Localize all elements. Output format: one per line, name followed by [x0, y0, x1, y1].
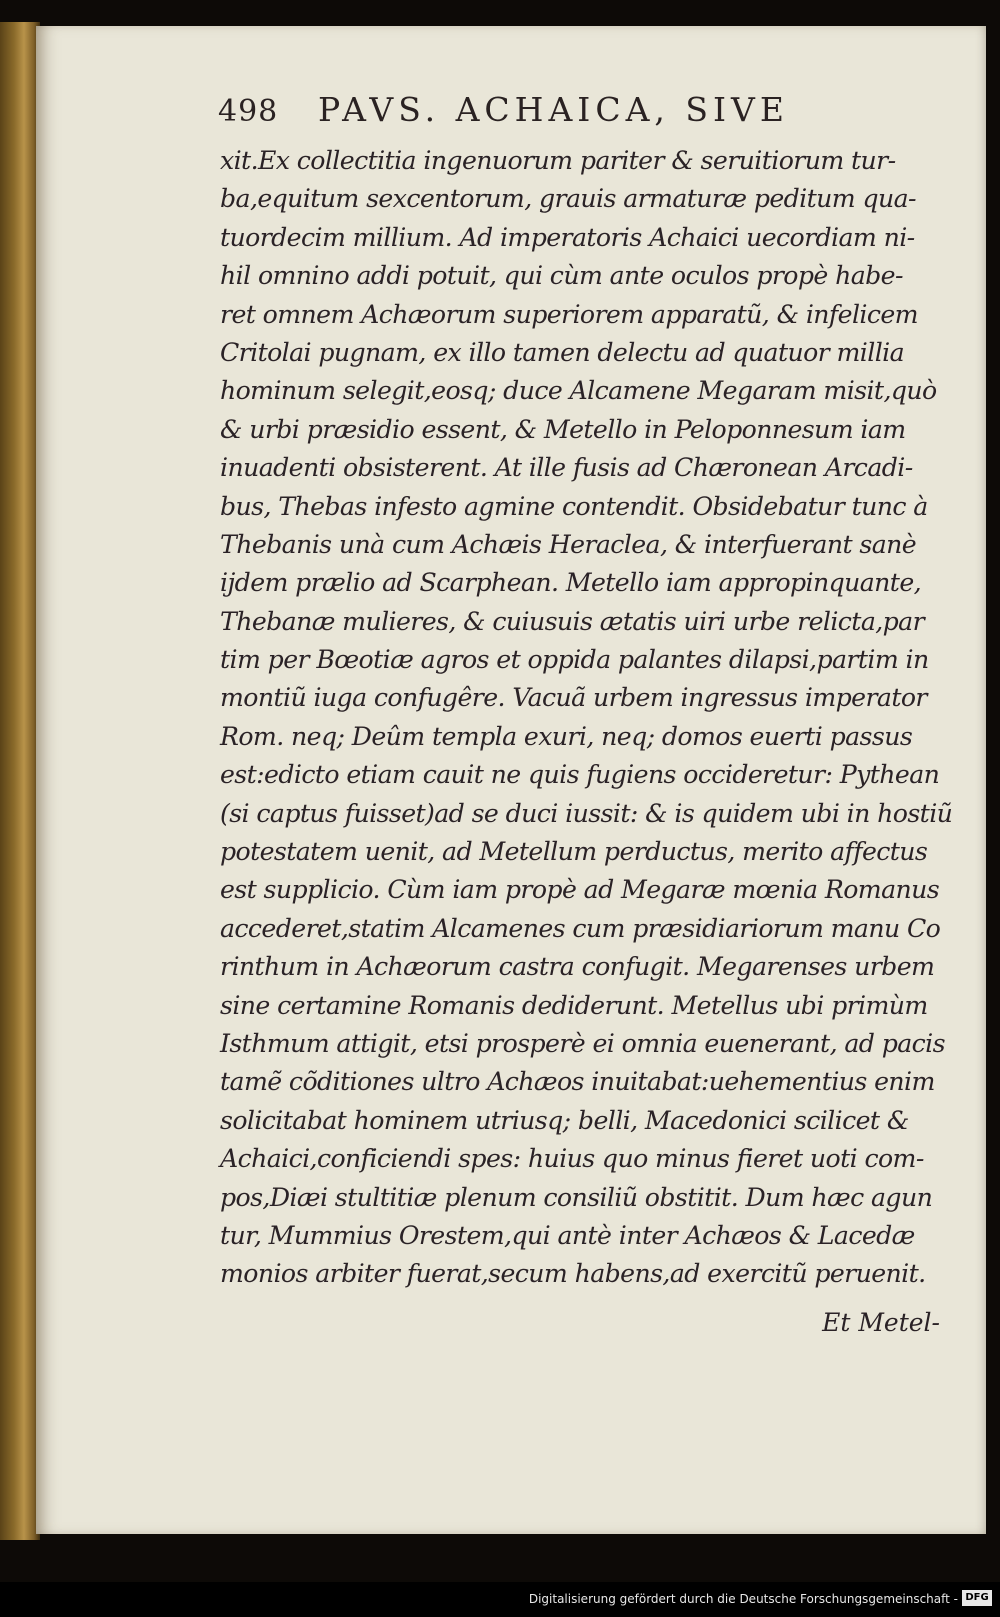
page-number: 498 [218, 94, 279, 129]
text-line: (si captus fuisset)ad se duci iussit: & is quidem ubi in hostiũ [220, 798, 953, 828]
text-line: ret omnem Achæorum superiorem apparatũ, & infelicem [220, 299, 918, 329]
text-line: accederet,statim Alcamenes cum præsidiariorum manu Co [220, 913, 941, 943]
text-line: potestatem uenit, ad Metellum perductus, merito affectus [220, 837, 928, 867]
text-line: Rom. neq; Deûm templa exuri, neq; domos euerti passus [220, 721, 913, 751]
text-line: Isthmum attigit, etsi prosperè ei omnia euenerant, ad pacis [220, 1028, 945, 1058]
text-line: & urbi præsidio essent, & Metello in Peloponnesum iam [220, 414, 906, 444]
body-text [220, 142, 953, 1294]
text-line: inuadenti obsisterent. At ille fusis ad Chæronean Arcadi- [220, 453, 913, 483]
dfg-logo: DFG [962, 1590, 992, 1606]
page-header [218, 90, 898, 134]
footer-credit: Digitalisierung gefördert durch die Deutsche Forschungsgemeinschaft - [528, 1592, 958, 1606]
text-line: sine certamine Romanis dediderunt. Metellus ubi primùm [220, 990, 928, 1020]
text-line: est supplicio. Cùm iam propè ad Megaræ mœnia Romanus [220, 875, 940, 905]
text-line: Thebanis unà cum Achæis Heraclea, & interfuerant sanè [220, 529, 917, 559]
book-edge [0, 22, 40, 1540]
text-line: tur, Mummius Orestem,qui antè inter Achæos & Lacedæ [220, 1220, 915, 1250]
text-line: xit.Ex collectitia ingenuorum pariter & seruitiorum tur- [220, 146, 896, 175]
text-line: solicitabat hominem utriusq; belli, Macedonici scilicet & [220, 1105, 909, 1135]
text-line: tim per Bœotiæ agros et oppida palantes dilapsi,partim in [220, 645, 929, 675]
text-line: tamẽ cõditiones ultro Achæos inuitabat:uehementius enim [220, 1067, 935, 1097]
running-head: PAVS. ACHAICA, SIVE [318, 90, 789, 129]
text-line: Achaici,conficiendi spes: huius quo minus fieret uoti com- [220, 1144, 924, 1174]
text-line: pos,Diæi stultitiæ plenum consiliũ obstitit. Dum hæc agun [220, 1182, 933, 1212]
text-line: ba,equitum sexcentorum, grauis armaturæ peditum qua- [220, 184, 916, 214]
catchword: Et Metel- [822, 1308, 940, 1337]
text-line: Critolai pugnam, ex illo tamen delectu ad quatuor millia [220, 337, 905, 367]
text-line: montiũ iuga confugêre. Vacuã urbem ingressus imperator [220, 683, 927, 713]
text-line: ijdem prælio ad Scarphean. Metello iam appropinquante, [220, 568, 922, 598]
text-line: Thebanæ mulieres, & cuiusuis ætatis uiri urbe relicta,par [220, 606, 925, 636]
text-line: tuordecim millium. Ad imperatoris Achaici uecordiam ni- [220, 222, 915, 252]
footer-bar [0, 1582, 1000, 1617]
text-line: rinthum in Achæorum castra confugit. Megarenses urbem [220, 952, 935, 982]
text-line: hominum selegit,eosq; duce Alcamene Megaram misit,quò [220, 376, 937, 406]
text-line: monios arbiter fuerat,secum habens,ad exercitũ peruenit. [220, 1259, 926, 1289]
text-line: hil omnino addi potuit, qui cùm ante oculos propè habe- [220, 261, 903, 291]
text-line: bus, Thebas infesto agmine contendit. Obsidebatur tunc à [220, 491, 928, 521]
text-line: est:edicto etiam cauit ne quis fugiens occideretur: Pythean [220, 760, 940, 790]
